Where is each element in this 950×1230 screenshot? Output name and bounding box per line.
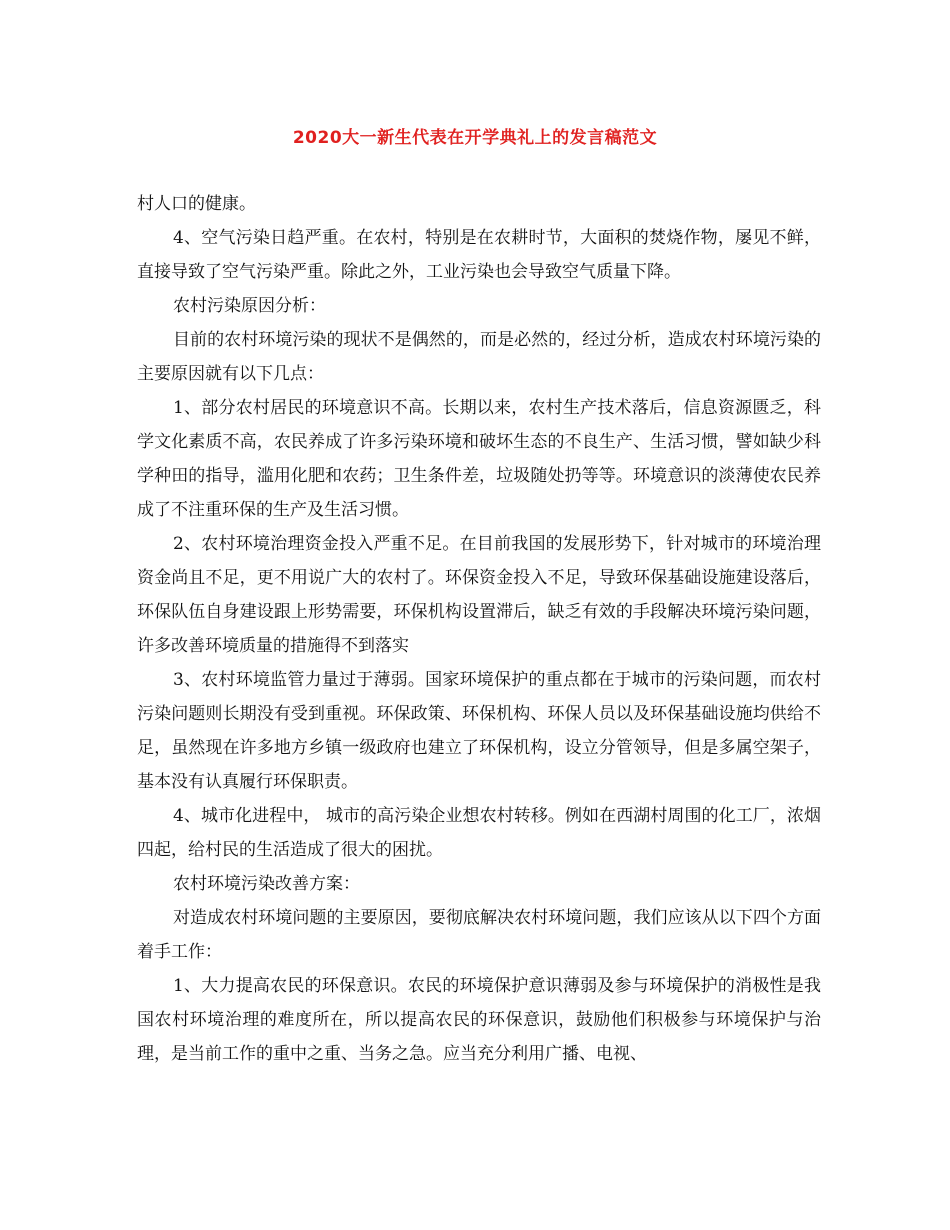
paragraph: 对造成农村环境问题的主要原因，要彻底解决农村环境问题，我们应该从以下四个方面着手工作： xyxy=(137,908,821,962)
section-heading: 农村污染原因分析： xyxy=(173,296,326,316)
paragraph: 2、农村环境治理资金投入严重不足。在目前我国的发展形势下，针对城市的环境治理资金尚且不足，更不用说广大的农村了。环保资金投入不足，导致环保基础设施建设落后，环保队伍自身建设跟上形势需要，环保机构设置滞后，缺乏有效的手段解决环境污染问题，许多改善环境质量的措施得不到落实 xyxy=(137,534,821,656)
paragraph: 4、空气污染日趋严重。在农村，特别是在农耕时节，大面积的焚烧作物，屡见不鲜，直接导致了空气污染严重。除此之外，工业污染也会导致空气质量下降。 xyxy=(137,228,821,282)
paragraph: 目前的农村环境污染的现状不是偶然的，而是必然的，经过分析，造成农村环境污染的主要原因就有以下几点： xyxy=(137,330,821,384)
paragraph: 3、农村环境监管力量过于薄弱。国家环境保护的重点都在于城市的污染问题，而农村污染问题则长期没有受到重视。环保政策、环保机构、环保人员以及环保基础设施均供给不足，虽然现在许多地方乡镇一级政府也建立了环保机构，设立分管领导，但是多属空架子，基本没有认真履行环保职责。 xyxy=(137,670,821,792)
paragraph: 村人口的健康。 xyxy=(137,194,256,214)
paragraph: 1、大力提高农民的环保意识。农民的环境保护意识薄弱及参与环境保护的消极性是我国农村环境治理的难度所在，所以提高农民的环保意识，鼓励他们积极参与环境保护与治理，是当前工作的重中之重、当务之急。应当充分利用广播、电视、 xyxy=(137,976,821,1064)
paragraph: 4、城市化进程中， 城市的高污染企业想农村转移。例如在西湖村周围的化工厂，浓烟四起，给村民的生活造成了很大的困扰。 xyxy=(137,806,821,860)
paragraph: 1、部分农村居民的环境意识不高。长期以来，农村生产技术落后，信息资源匮乏，科学文化素质不高，农民养成了许多污染环境和破坏生态的不良生产、生活习惯，譬如缺少科学种田的指导，滥用化肥和农药；卫生条件差，垃圾随处扔等等。环境意识的淡薄使农民养成了不注重环保的生产及生活习惯。 xyxy=(137,398,821,520)
section-heading: 农村环境污染改善方案： xyxy=(173,874,360,894)
document-body xyxy=(137,187,821,1071)
document-title: 2020大一新生代表在开学典礼上的发言稿范文 xyxy=(292,128,658,148)
